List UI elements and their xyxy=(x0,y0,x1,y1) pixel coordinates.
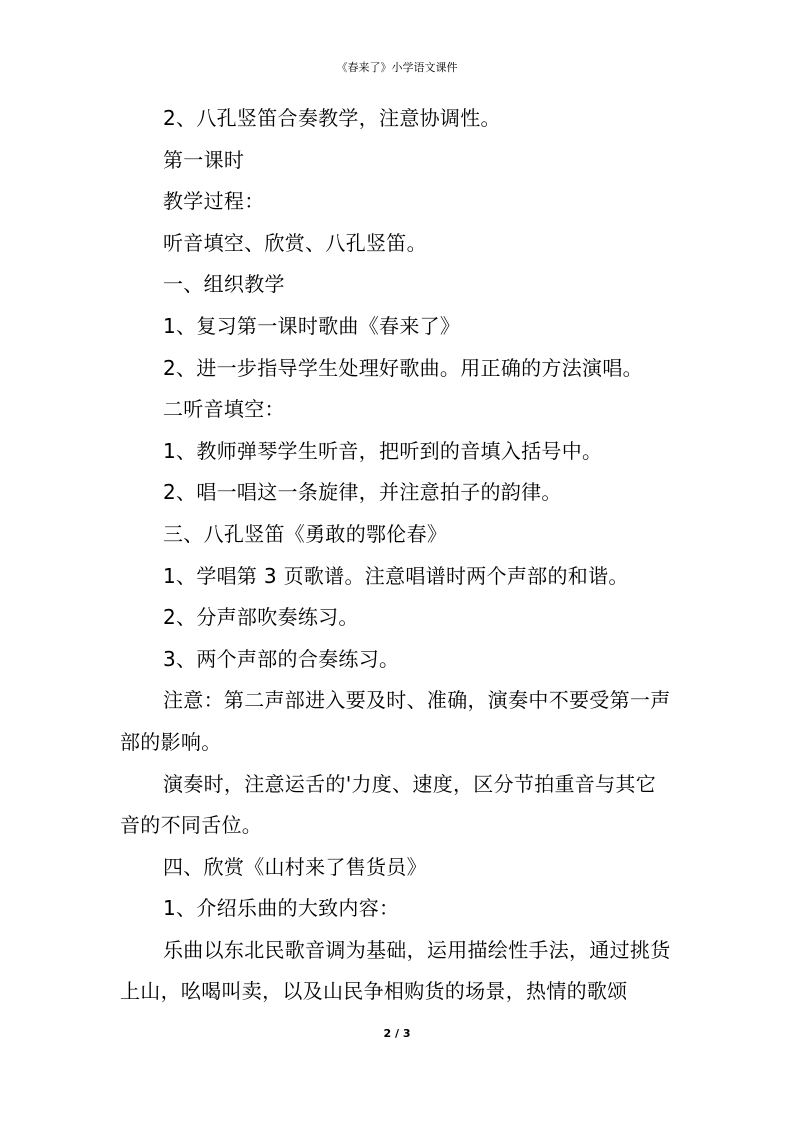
paragraph: 3、两个声部的合奏练习。 xyxy=(163,646,400,671)
paragraph: 听音填空、欣赏、八孔竖笛。 xyxy=(163,230,427,255)
page-number: 2 / 3 xyxy=(383,1027,411,1040)
paragraph: 二听音填空： xyxy=(163,397,285,422)
paragraph: 1、复习第一课时歌曲《春来了》 xyxy=(163,313,461,338)
paragraph: 三、八孔竖笛《勇敢的鄂伦春》 xyxy=(163,521,448,546)
paragraph: 第一课时 xyxy=(163,147,245,172)
paragraph: 2、进一步指导学生处理好歌曲。用正确的方法演唱。 xyxy=(163,355,643,380)
paragraph: 1、介绍乐曲的大致内容： xyxy=(163,896,400,921)
paragraph: 四、欣赏《山村来了售货员》 xyxy=(163,854,427,879)
paragraph: 一、组织教学 xyxy=(163,272,285,297)
paragraph: 2、八孔竖笛合奏教学，注意协调性。 xyxy=(163,106,501,130)
paragraph: 1、教师弹琴学生听音，把听到的音填入括号中。 xyxy=(163,438,603,463)
page-header: 《春来了》小学语文课件 xyxy=(336,61,458,74)
paragraph: 2、分声部吹奏练习。 xyxy=(163,605,359,630)
paragraph: 教学过程： xyxy=(163,189,265,214)
paragraph: 乐曲以东北民歌音调为基础，运用描绘性手法，通过挑货上山，吆喝叫卖，以及山民争相购货的场景，热情的歌颂 xyxy=(120,937,671,1004)
paragraph: 演奏时，注意运舌的'力度、速度，区分节拍重音与其它音的不同舌位。 xyxy=(120,771,656,838)
paragraph: 2、唱一唱这一条旋律，并注意拍子的韵律。 xyxy=(163,480,562,505)
paragraph: 1、学唱第 3 页歌谱。注意唱谱时两个声部的和谐。 xyxy=(163,563,629,588)
document-body xyxy=(120,98,676,1013)
paragraph: 注意：第二声部进入要及时、准确，演奏中不要受第一声部的影响。 xyxy=(120,688,671,754)
